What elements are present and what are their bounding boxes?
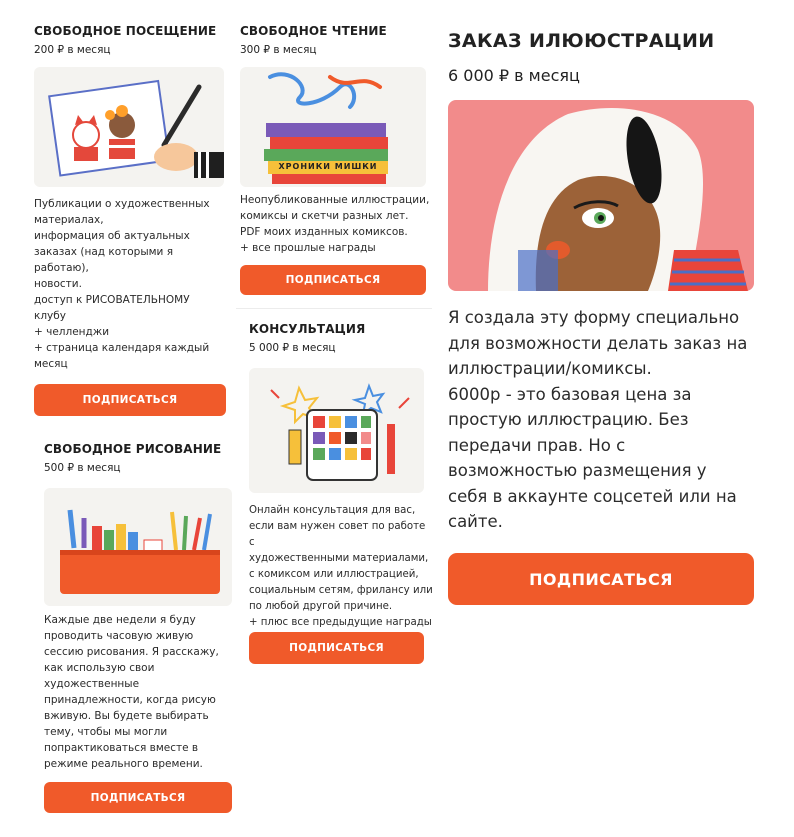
subscribe-button-free-visit[interactable]: ПОДПИСАТЬСЯ bbox=[34, 384, 226, 416]
pencil-case-illustration bbox=[44, 488, 232, 606]
tier-card-free-reading bbox=[240, 24, 430, 56]
tier-price: 6 000 ₽ в месяц bbox=[448, 66, 580, 85]
tier-image-paints bbox=[249, 368, 424, 493]
tier-title: СВОБОДНОЕ РИСОВАНИЕ bbox=[44, 442, 222, 456]
tier-image-pencil-case bbox=[44, 488, 232, 606]
tier-card-consultation bbox=[249, 322, 429, 354]
watercolor-palette-illustration bbox=[249, 368, 424, 493]
tier-card-illustration-order bbox=[448, 30, 768, 85]
subscribe-button-illustration-order[interactable]: ПОДПИСАТЬСЯ bbox=[448, 553, 754, 605]
tier-description: Я создала эту форму специально для возможности делать заказ на иллюстрации/комиксы. 6000р - это базовая цена за простую иллюстрацию. Без передачи прав. Но с возможностью размещения у себя в аккаунте соцсетей или на сайте. bbox=[448, 308, 748, 531]
tier-image-drawing-portrait bbox=[34, 67, 224, 187]
tier-price: 300 ₽ в месяц bbox=[240, 44, 317, 56]
tier-description: Онлайн консультация для вас, если вам нужен совет по работе с художественными материалами, с комиксом или иллюстрацией, социальным сетям, фрилансу или по любой другой причине. + плюс все предыдущие награды bbox=[249, 505, 433, 628]
tier-price: 5 000 ₽ в месяц bbox=[249, 342, 336, 354]
character-helmet-illustration bbox=[448, 100, 754, 291]
tier-title: СВОБОДНОЕ ПОСЕЩЕНИЕ bbox=[34, 24, 217, 38]
book-spine-text: ХРОНИКИ МИШКИ bbox=[278, 162, 378, 171]
tier-card-free-visit bbox=[34, 24, 229, 56]
card-divider bbox=[236, 308, 432, 309]
hand-drawing-illustration bbox=[34, 67, 224, 187]
tier-description: Неопубликованные иллюстрации, комиксы и скетчи разных лет. PDF моих изданных комиксов. + все прошлые награды bbox=[240, 194, 430, 254]
tier-description: Каждые две недели я буду проводить часовую живую сессию рисования. Я расскажу, как использую свои художественные принадлежности, когда рисую вживую. Вы будете выбирать тему, чтобы мы могли попрактиковаться вместе в режиме реального времени. bbox=[44, 614, 219, 770]
tier-price: 500 ₽ в месяц bbox=[44, 462, 121, 474]
tier-title: ЗАКАЗ ИЛЮЮСТРАЦИИ bbox=[448, 30, 715, 52]
tier-description: Публикации о художественных материалах, информация об актуальных заказах (над которыми я работаю), новости. доступ к РИСОВАТЕЛЬНОМУ клубу + челленджи + страница календаря каждый месяц bbox=[34, 198, 210, 370]
tier-price: 200 ₽ в месяц bbox=[34, 44, 111, 56]
tier-image-books bbox=[240, 67, 426, 187]
subscribe-button-consultation[interactable]: ПОДПИСАТЬСЯ bbox=[249, 632, 424, 664]
tier-card-free-drawing bbox=[44, 442, 239, 474]
tier-title: КОНСУЛЬТАЦИЯ bbox=[249, 322, 366, 336]
tier-image-astronaut bbox=[448, 100, 754, 291]
tier-title: СВОБОДНОЕ ЧТЕНИЕ bbox=[240, 24, 387, 38]
subscribe-button-free-reading[interactable]: ПОДПИСАТЬСЯ bbox=[240, 265, 426, 295]
subscribe-button-free-drawing[interactable]: ПОДПИСАТЬСЯ bbox=[44, 782, 232, 813]
